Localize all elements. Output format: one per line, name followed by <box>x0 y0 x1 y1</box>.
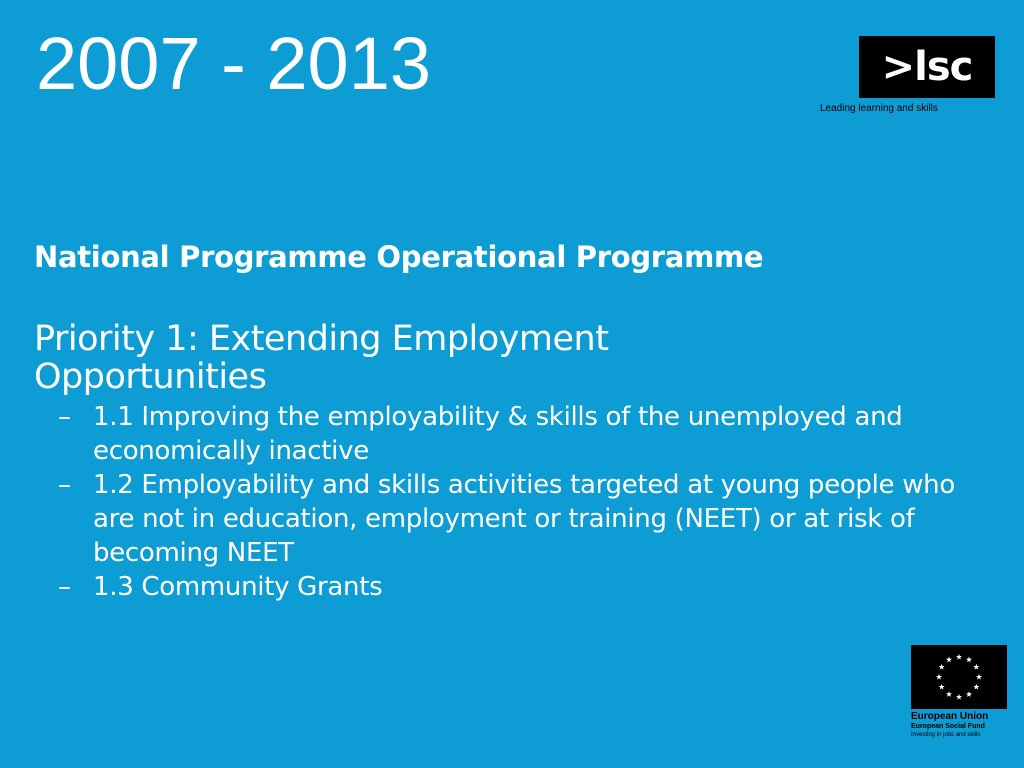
slide-title: 2007 - 2013 <box>36 22 432 105</box>
eu-fund-label: European Social Fund <box>911 723 985 730</box>
dash-bullet: – <box>58 572 71 602</box>
list-item <box>34 400 963 468</box>
eu-tagline: Investing in jobs and skills <box>911 732 981 738</box>
lsc-tagline: Leading learning and skills <box>820 103 938 114</box>
lsc-logo: >lsc <box>859 36 995 98</box>
list-item <box>34 570 963 604</box>
eu-flag-icon <box>911 645 1007 709</box>
eu-union-label: European Union <box>911 711 989 722</box>
list-item-text: 1.2 Employability and skills activities targeted at young people who are not in education, employment or training (NEET) or at risk of becoming NEET <box>93 470 955 568</box>
list-item-text: 1.3 Community Grants <box>93 572 383 602</box>
list-item-text: 1.1 Improving the employability & skills of the unemployed and economically inactive <box>93 402 903 466</box>
dash-bullet: – <box>58 402 71 432</box>
list-item <box>34 468 963 570</box>
dash-bullet: – <box>58 470 71 500</box>
priority-subitems <box>34 400 994 604</box>
eu-esf-logo <box>911 645 1007 739</box>
programme-heading: National Programme Operational Programme <box>34 240 764 274</box>
priority-heading: Priority 1: Extending Employment Opportunities <box>34 319 609 397</box>
slide-content <box>34 236 994 604</box>
